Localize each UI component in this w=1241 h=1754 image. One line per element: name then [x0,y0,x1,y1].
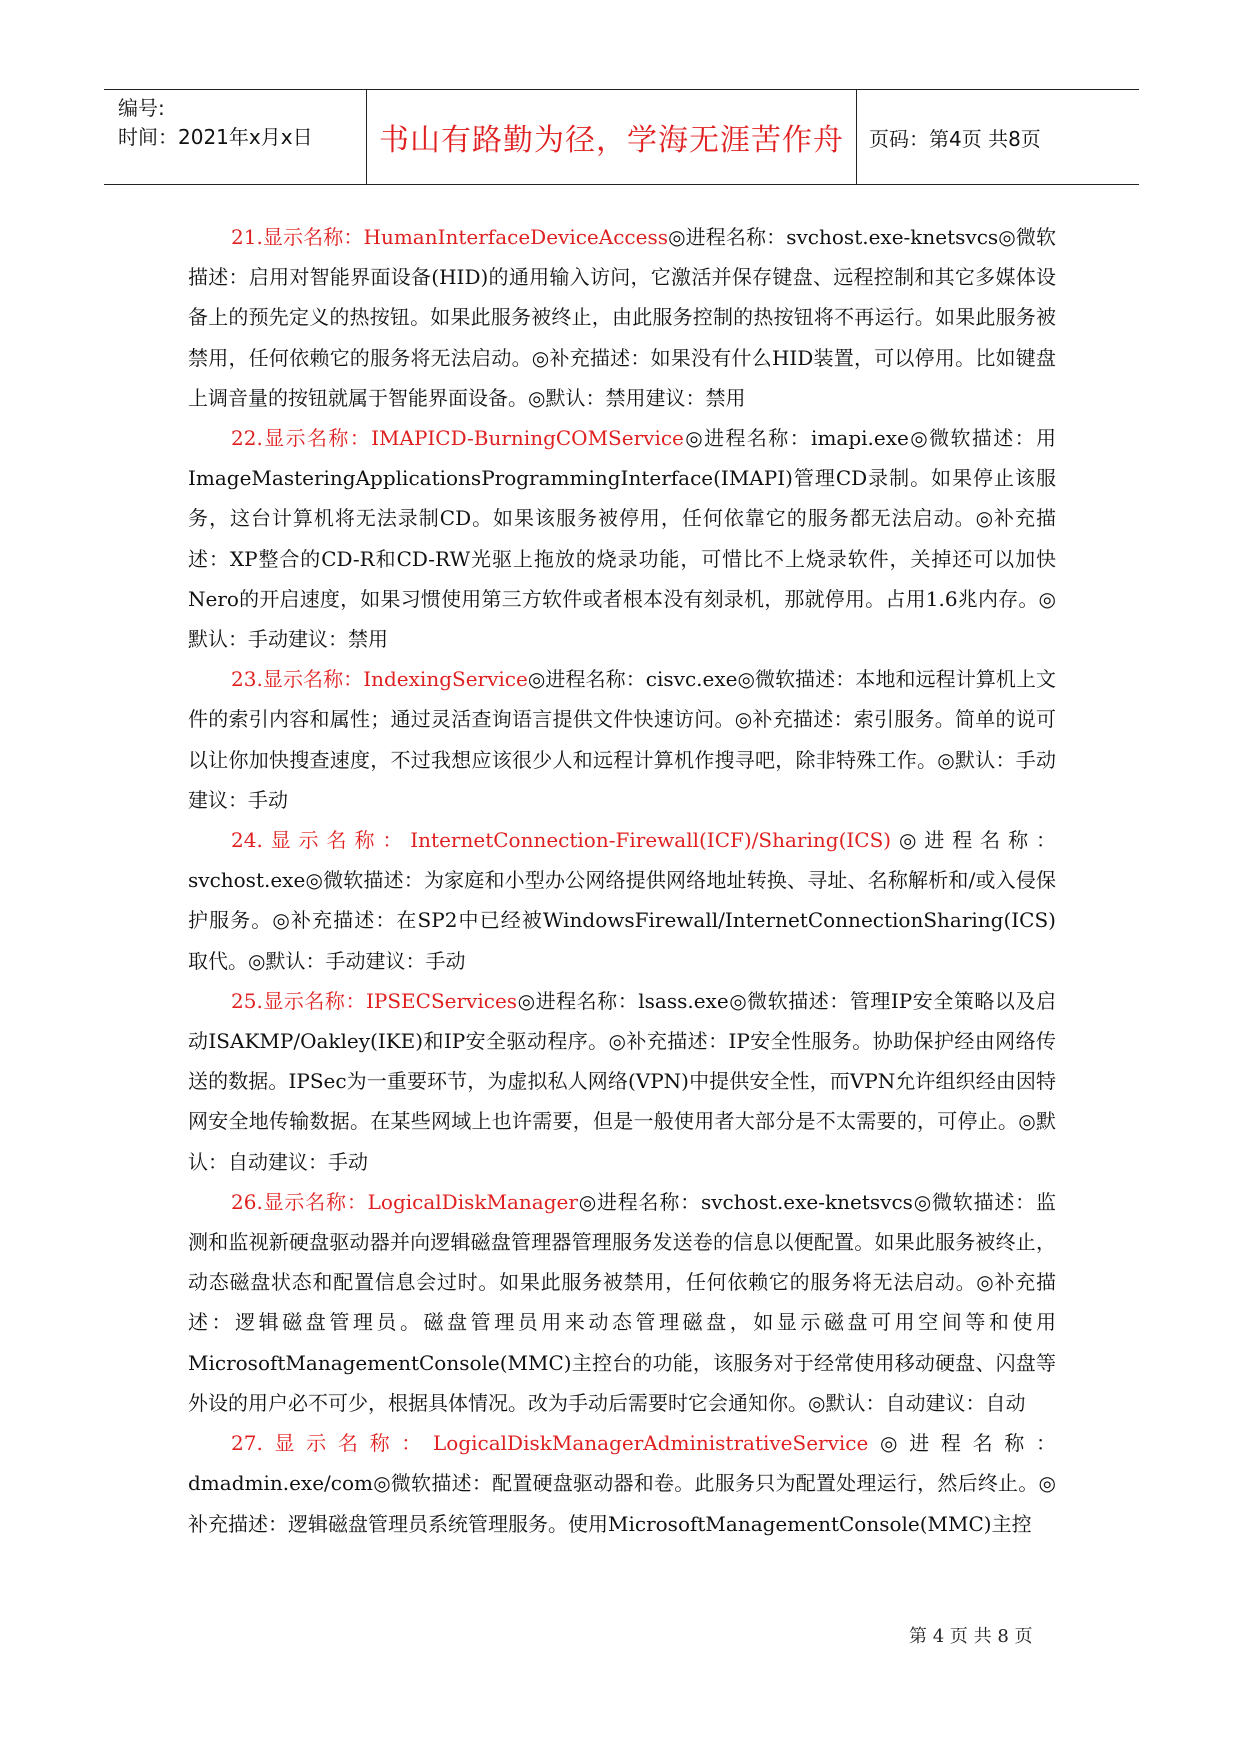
page-footer: 第 4 页 共 8 页 [909,1626,1033,1647]
header-motto: 书山有路勤为径，学海无涯苦作舟 [367,90,857,184]
entry-25 [188,981,1056,1182]
entry-text: svchost.exe◎微软描述：为家庭和小型办公网络提供网络地址转换、寻址、名称解析和/或入侵保护服务。◎补充描述：在SP2中已经被WindowsFirewall/InternetConnectionSharing(ICS)取代。◎默认：手动建议：手动 [188,868,1056,973]
entry-title: 21.显示名称：HumanInterfaceDeviceAccess [231,225,668,249]
entry-text: ◎进程名称：svchost.exe-knetsvcs◎微软描述：启用对智能界面设备(HID)的通用输入访问，它激活并保存键盘、远程控制和其它多媒体设备上的预先定义的热按钮。如果此服务被终止，由此服务控制的热按钮将不再运行。如果此服务被禁用，任何依赖它的服务将无法启动。◎补充描述：如果没有什么HID装置，可以停用。比如键盘上调音量的按钮就属于智能界面设备。◎默认：禁用建议：禁用 [188,225,1056,410]
entry-title: 25.显示名称：IPSECServices [231,988,518,1013]
entry-text: dmadmin.exe/com◎微软描述：配置硬盘驱动器和卷。此服务只为配置处理运行，然后终止。◎补充描述：逻辑磁盘管理员系统管理服务。使用MicrosoftManagementConsole(MMC)主控 [188,1471,1056,1536]
entry-27 [188,1423,1056,1544]
entry-text: ◎进程名称：lsass.exe◎微软描述：管理IP安全策略以及启动ISAKMP/Oakley(IKE)和IP安全驱动程序。◎补充描述：IP安全性服务。协助保护经由网络传送的数据。IPSec为一重要环节，为虚拟私人网络(VPN)中提供安全性，而VPN允许组织经由因特网安全地传输数据。在某些网域上也许需要，但是一般使用者大部分是不太需要的，可停止。◎默认：自动建议：手动 [188,988,1056,1174]
entry-text-lead: ◎进程名称： [868,1431,1056,1456]
header-page-label: 页码：第4页 共8页 [869,126,1041,151]
document-time-label: 时间：2021年x月x日 [118,125,313,149]
entry-title: 26.显示名称：LogicalDiskManager [231,1189,578,1214]
entry-24 [188,820,1056,981]
entry-title: 23.显示名称：IndexingService [231,667,528,692]
document-body [188,217,1056,1544]
entry-23 [188,659,1056,820]
entry-22 [188,418,1056,659]
entry-title: 22.显示名称：IMAPICD-BurningCOMService [231,426,684,451]
entry-title: 27.显示名称：LogicalDiskManagerAdministrativeService [231,1431,869,1456]
entry-text: ◎进程名称：imapi.exe◎微软描述：用ImageMasteringApplicationsProgrammingInterface(IMAPI)管理CD录制。如果停止该服务，这台计算机将无法录制CD。如果该服务被停用，任何依靠它的服务都无法启动。◎补充描述：XP整合的CD-R和CD-RW光驱上拖放的烧录功能，可惜比不上烧录软件，关掉还可以加快Nero的开启速度，如果习惯使用第三方软件或者根本没有刻录机，那就停用。占用1.6兆内存。◎默认：手动建议：禁用 [188,426,1056,652]
header-meta [104,90,367,184]
document-number-label: 编号: [118,96,165,120]
entry-text-lead: ◎进程名称： [891,828,1056,853]
entry-21 [188,217,1056,418]
entry-title: 24.显示名称：InternetConnection-Firewall(ICF)/Sharing(ICS) [231,828,892,853]
entry-26 [188,1182,1056,1423]
entry-text: ◎进程名称：svchost.exe-knetsvcs◎微软描述：监测和监视新硬盘驱动器并向逻辑磁盘管理器管理服务发送卷的信息以便配置。如果此服务被终止，动态磁盘状态和配置信息会过时。如果此服务被禁用，任何依赖它的服务将无法启动。◎补充描述：逻辑磁盘管理员。磁盘管理员用来动态管理磁盘，如显示磁盘可用空间等和使用MicrosoftManagementConsole(MMC)主控台的功能，该服务对于经常使用移动硬盘、闪盘等外设的用户必不可少，根据具体情况。改为手动后需要时它会通知你。◎默认：自动建议：自动 [188,1189,1056,1415]
entry-text: ◎进程名称：cisvc.exe◎微软描述：本地和远程计算机上文件的索引内容和属性；通过灵活查询语言提供文件快速访问。◎补充描述：索引服务。简单的说可以让你加快搜查速度，不过我想应该很少人和远程计算机作搜寻吧，除非特殊工作。◎默认：手动建议：手动 [188,667,1057,812]
page-header [104,89,1139,185]
